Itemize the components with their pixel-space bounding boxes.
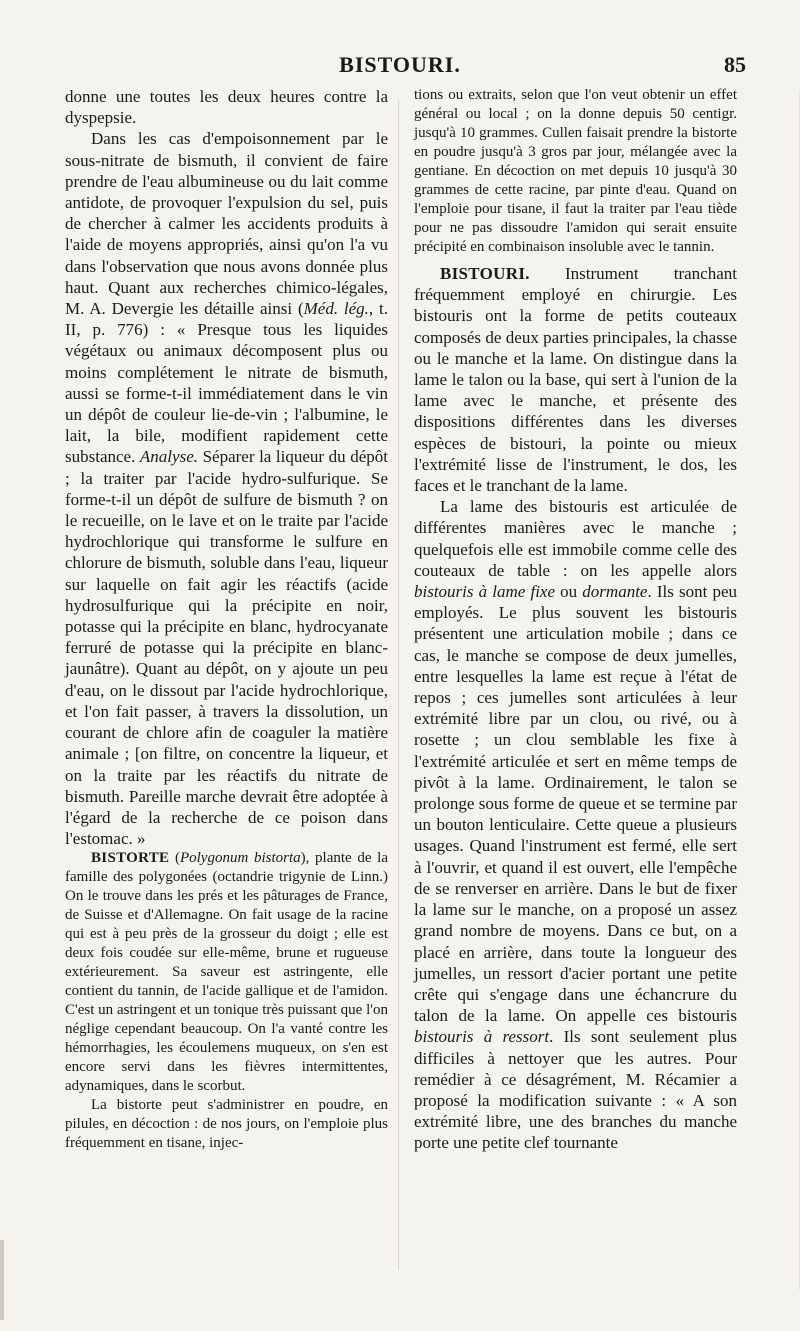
entry-term: BISTOURI. bbox=[440, 264, 530, 283]
running-head: BISTOURI. bbox=[339, 52, 461, 77]
text-run: ), plante de la famille des polygonées (octandrie trigynie de Linn.) On le trouve dans les prés et les pâturages de France, de Suisse et d'Allemagne. On fait usage de la racine qui est à peu près de la grosseur du doigt ; elle est deux fois coudée sur elle-même, brune et rugueuse extérieurement. Sa saveur est astringente, elle contient du tannin, de l'acide gallique et de l'amidon. C'est un astringent et un tonique très puissant que l'on néglige cependant beaucoup. On l'a vanté contre les hémorrhagies, les écoulemens muqueux, on s'en est encore servi dans les fièvres intermittentes, adynamiques, dans le scorbut. bbox=[65, 850, 388, 1095]
text-run: ou bbox=[555, 582, 583, 602]
citation: Méd. lég. bbox=[303, 299, 369, 319]
italic-term: bistouris à ressort bbox=[414, 1027, 550, 1047]
latin-name: Polygonum bistorta bbox=[179, 850, 301, 867]
paragraph: tions ou extraits, selon que l'on veut obtenir un effet général ou local ; on la donne depuis 50 centigr. jusqu'à 10 grammes. Cullen faisait prendre la bistorte en poudre jusqu'à 3 gros par jour, mélangée avec la gentiane. En décoction on met depuis 10 jusqu'à 30 grammes de cette racine, par pinte d'eau. Quand on l'emploie pour tisane, il faut la traiter par l'eau tiède pour ne pas dissoudre l'amidon qui serait ensuite précipité en combinaison insoluble avec le tannin. bbox=[414, 87, 737, 255]
text-run: , t. II, p. 776) : « Presque tous les liquides végétaux ou animaux décomposent plus ou moins complétement le nitrate de bismuth, aussi se forme-t-il immédiatement dans le vin un dépôt de couleur lie-de-vin ; l'albumine, le lait, la bile, modifient rapidement cette substance. bbox=[65, 299, 388, 467]
page-number: 85 bbox=[724, 52, 746, 77]
entry-bistorte bbox=[65, 849, 388, 1096]
left-column bbox=[65, 86, 388, 1153]
italic-term: dormante bbox=[582, 582, 648, 602]
text-run: ( bbox=[169, 850, 180, 867]
text-run: La lame des bistouris est articulée de différentes manières avec le manche ; quelquefois elle est immobile comme celle des couteaux de table : on les appelle alors bbox=[414, 497, 737, 580]
scan-edge-mark bbox=[0, 1240, 4, 1320]
paragraph-lame bbox=[414, 496, 737, 1153]
text-run: Dans les cas d'empoisonnement par le sous-nitrate de bismuth, il convient de faire prendre de l'eau albumineuse ou du lait comme antidote, de provoquer l'expulsion du sel, puis de chercher à calmer les accidents produits à l'aide de moyens appropriés, ainsi qu'on l'a vu dans l'observation que nous avons donnée plus haut. Quant aux recherches chimico-légales, M. A. Devergie les détaille ainsi ( bbox=[65, 129, 388, 319]
text-run: Séparer la liqueur du dépôt ; la traiter par l'acide hydro-sulfurique. Se forme-t-il un dépôt de sulfure de bismuth ? on le recueille, on le lave et on le traite par l'acide hydrochlorique qui transforme le sulfure en chlorure de bismuth, soluble dans l'eau, liqueur sur laquelle on fait agir les réactifs (acide hydrosulfurique qui la précipite en noir, potasse qui la précipite en blanc, hydrocyanate ferruré de potasse qui la précipite en blanc-jaunâtre). Quant au dépôt, on y ajoute un peu d'eau, on le dissout par l'acide hydrochlorique, et l'on fait passer, à travers la dissolution, un courant de chlore afin de coaguler la matière animale ; [on filtre, on concentre la liqueur, et on la traite par les réactifs du nitrate de bismuth. Pareille marche devrait être adoptée à l'égard de la recherche de ce poison dans l'estomac. » bbox=[65, 447, 388, 849]
text-run: . Ils sont peu employés. Le plus souvent les bistouris présentent une articulation mobile ; dans ce cas, le manche se compose de deux jumelles, entre lesquelles la lame est reçue à l'état de repos ; ces jumelles sont articulées à leur extrémité libre par un clou, ou rivé, ou à rosette ; un clou semblable les fixe à l'extrémité articulée et sert en même temps de pivôt à la lame. Ordinairement, le talon se prolonge sous forme de queue et se termine par un bouton lenticulaire. Cette queue a plusieurs usages. Quand l'instrument est fermé, elle sert à l'ouvrir, et quand il est ouvert, elle l'empêche de se renverser en arrière. Dans le but de fixer la lame sur le manche, on a proposé un assez grand nombre de moyens. Dans ce but, on a placé en arrière, dans toute la longueur des jumelles, un ressort d'acier portant une petite crête qui s'engage dans une échancrure du talon de la lame. On appelle ces bistouris bbox=[414, 582, 738, 1026]
entry-term: BISTORTE bbox=[91, 850, 170, 867]
paragraph: donne une toutes les deux heures contre la dyspepsie. bbox=[65, 87, 388, 128]
analyse-label: Analyse. bbox=[139, 447, 198, 467]
right-column bbox=[414, 86, 737, 1154]
entry-bistouri bbox=[414, 263, 737, 496]
text-run: Instrument tranchant fréquemment employé en chirurgie. Les bistouris ont la forme de petits couteaux composés de deux parties principales, la chasse ou le manche et la lame. On distingue dans la lame le talon ou la base, qui sert à l'union de la lame avec le manche, et présente des dispositions différentes dans les diverses espèces de bistouri, la pointe ou mieux l'extrémité lisse de l'instrument, le dos, les faces et le tranchant de la lame. bbox=[414, 264, 737, 496]
text-run: . Ils sont seulement plus difficiles à nettoyer que les autres. Pour remédier à ce désagrément, M. Récamier a proposé la modification suivante : « A son extrémité libre, une des branches du manche porte une petite clef tournante bbox=[414, 1027, 737, 1153]
paragraph-poison bbox=[65, 128, 388, 849]
column-divider bbox=[398, 100, 399, 1270]
paragraph: La bistorte peut s'administrer en poudre, en pilules, en décoction : de nos jours, on l'emploie plus fréquemment en tisane, injec- bbox=[65, 1097, 388, 1152]
italic-term: bistouris à lame fixe bbox=[414, 582, 556, 602]
